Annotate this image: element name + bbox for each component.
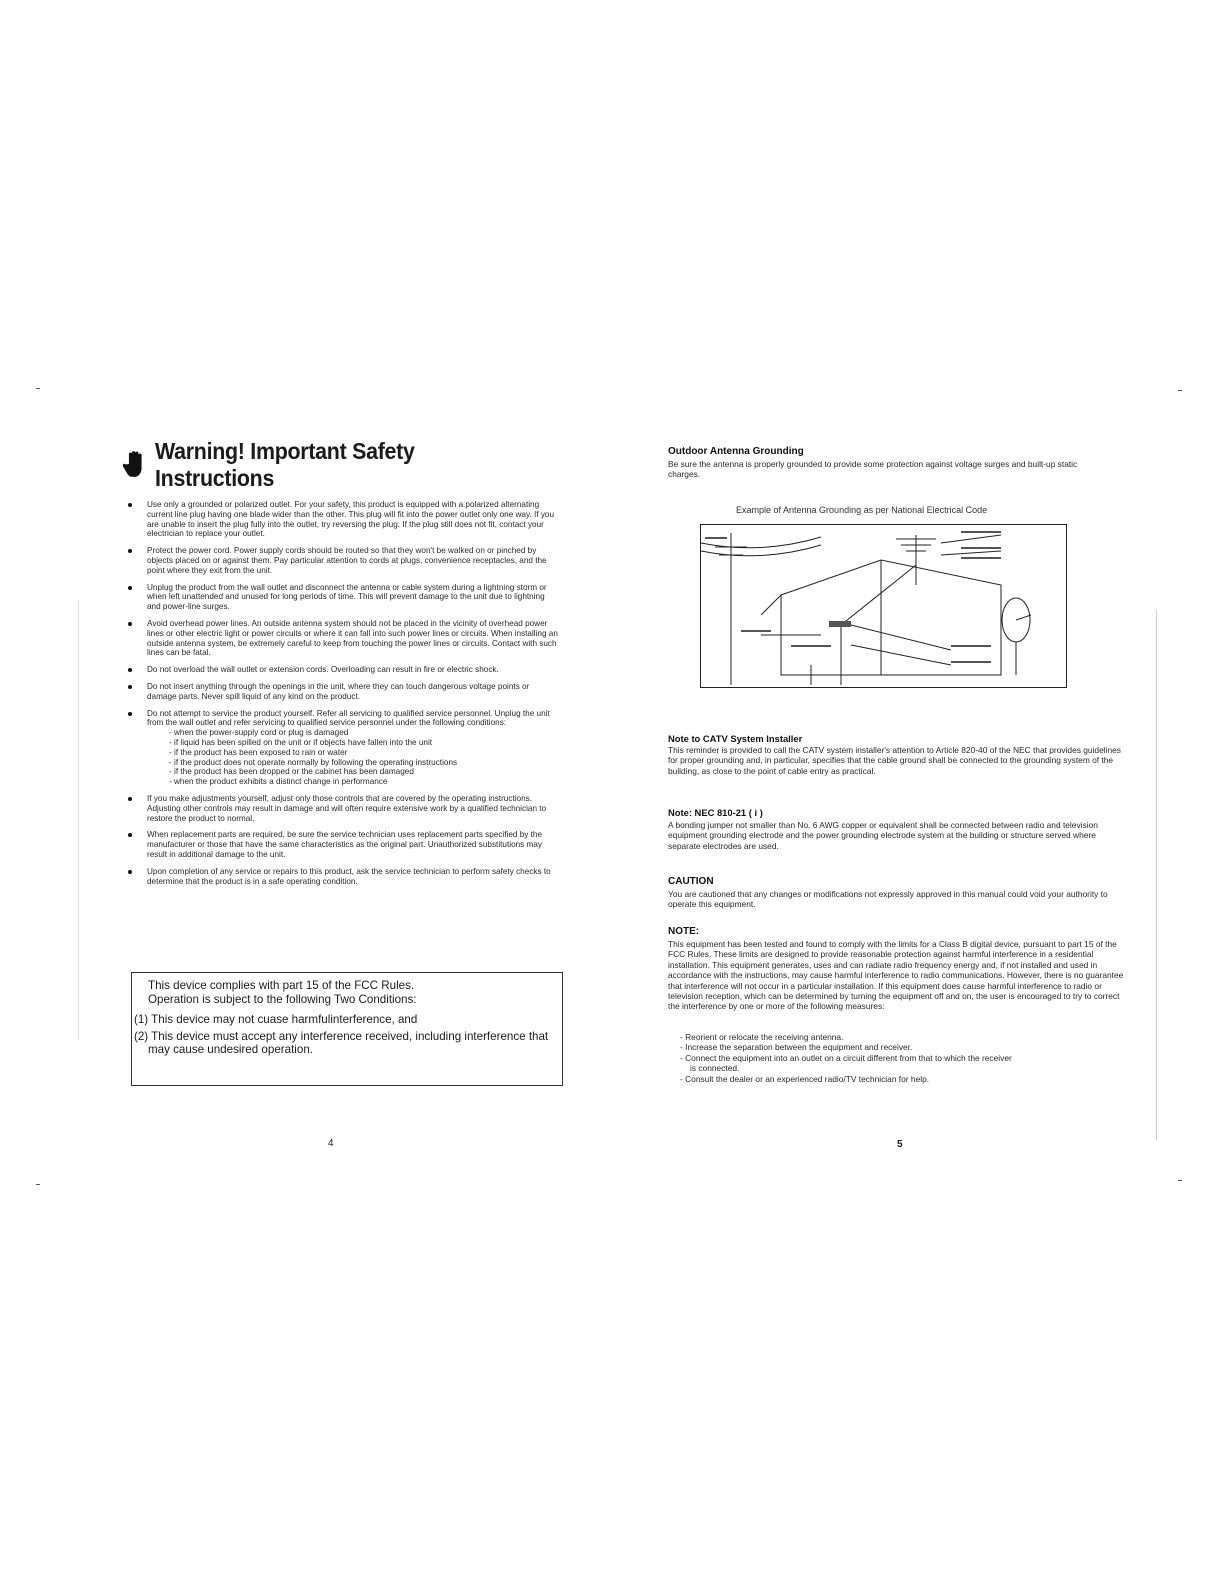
nec-text: A bonding jumper not smaller than No. 6 AWG copper or equivalent shall be connected between radio and television equipment grounding electrode and the power grounding electrode system at the building or structure served where separate electrodes are used. [668, 820, 1098, 851]
service-condition: - if the product has been dropped or the cabinet has been damaged [169, 767, 414, 777]
scan-speck [36, 388, 40, 389]
measure-text: - Connect the equipment into an outlet on a circuit different from that to which the receiver [680, 1052, 1012, 1063]
list-item [128, 682, 558, 702]
page-number-left: 4 [328, 1138, 334, 1149]
title-text: Warning! Important Safety Instructions [154, 438, 415, 491]
instruction-text: Upon completion of any service or repairs to this product, ask the service technician to perform safety checks to determine that the product is in a safe operating condition. [147, 866, 551, 886]
instruction-text: Unplug the product from the wall outlet and disconnect the antenna or cable system during a lightning storm or when left unattended and unused for long periods of time. This will prevent damage to the unit due to lightning and power-line surges. [147, 582, 547, 612]
instruction-text: If you make adjustments yourself, adjust only those controls that are covered by the operating instructions. Adjusting other controls may result in damage and will often require extensive work by a qualified technician to restore the product to normal. [147, 793, 547, 823]
list-item: - Reorient or relocate the receiving antenna. [680, 1032, 844, 1042]
safety-instructions-list [128, 500, 558, 893]
scan-edge-line [78, 600, 79, 1040]
fcc-line: Operation is subject to the following Two Conditions: [148, 993, 417, 1006]
list-item [128, 867, 558, 887]
instruction-text: When replacement parts are required, be sure the service technician uses replacement parts specified by the manufacturer or those that have the same characteristics as the original part. Unauthorized substitutions may result in additional damage to the unit. [147, 830, 543, 859]
antenna-grounding-diagram [700, 524, 1067, 688]
fcc-compliance-box [131, 972, 563, 1086]
instruction-text: Do not insert anything through the openings in the unit, where they can touch dangerous voltage points or damage parts. Never spill liquid of any kind on the product. [147, 681, 530, 701]
instruction-text: Avoid overhead power lines. An outside antenna system should not be placed in the vicinity of overhead power lines or other electric light or power circuits or where it can fall into such power lines or circuits. When installing an outside antenna system, be extremely careful to keep from touching the power lines or circuits. Contact with such lines can be fatal. [147, 618, 558, 658]
fcc-line: (2) This device must accept any interference received, including interference that [134, 1030, 549, 1043]
scan-speck [1178, 390, 1182, 391]
scan-speck [1178, 1180, 1182, 1181]
diagram-caption: Example of Antenna Grounding as per National Electrical Code [736, 505, 988, 515]
scan-edge-line [1156, 610, 1157, 1140]
list-item [128, 583, 558, 612]
instruction-text: Use only a grounded or polarized outlet. For your safety, this product is equipped with a polarized alternating current line plug having one blade wider than the other. This plug will fit into the power outlet only one way. If you are unable to insert the plug fully into the outlet, try reversing the plug. If the plug still does not fit, contact your electrician to replace your outlet. [147, 500, 555, 539]
service-condition: - when the product exhibits a distinct change in performance [169, 777, 388, 787]
fcc-line: may cause undesired operation. [148, 1043, 313, 1056]
service-condition: - when the power-supply cord or plug is damaged [169, 728, 349, 738]
service-condition: - if the product has been exposed to rain or water [169, 747, 348, 757]
instruction-text: Protect the power cord. Power supply cords should be routed so that they won't be walked on or pinched by objects placed on or against them. Pay particular attention to cords at plugs, convenience receptacles, and the point where they exit from the unit. [147, 546, 547, 575]
caution-text: You are cautioned that any changes or modifications not expressly approved in this manual could void your authority to operate this equipment. [668, 889, 1108, 910]
note-heading: NOTE: [668, 926, 700, 937]
list-item [128, 546, 558, 575]
instruction-text: Do not overload the wall outlet or extension cords. Overloading can result in fire or electric shock. [147, 665, 499, 675]
service-condition: - if the product does not operate normally by following the operating instructions [169, 757, 458, 767]
warning-hand-icon [123, 450, 149, 480]
list-item [128, 709, 558, 787]
catv-installer-text: This reminder is provided to call the CATV system installer's attention to Article 820-40 of the NEC that provides guidelines for proper grounding and, in particular, specifies that the cable ground shall be connected to the grounding system of the building, as close to the point of cable entry as practical. [668, 745, 1121, 776]
page-number-right: 5 [897, 1139, 903, 1150]
scan-speck [36, 1184, 40, 1185]
list-item [128, 619, 558, 658]
page-title [123, 438, 563, 491]
service-condition: - if liquid has been spilled on the unit or if objects have fallen into the unit [169, 737, 433, 747]
instruction-text: Do not attempt to service the product yourself. Refer all servicing to qualified service personnel. Unplug the unit from the wall outlet and refer servicing to qualified service personnel under the following conditions: [147, 708, 550, 728]
list-item [128, 500, 558, 539]
catv-installer-heading: Note to CATV System Installer [668, 733, 803, 744]
list-item [128, 665, 558, 675]
list-item [128, 794, 558, 823]
list-item: - Increase the separation between the equipment and receiver. [680, 1042, 913, 1053]
caution-heading: CAUTION [668, 876, 714, 887]
fcc-line: (1) This device may not cuase harmfulinterference, and [134, 1013, 418, 1026]
antenna-grounding-text: Be sure the antenna is properly grounded to provide some protection against voltage surges and built-up static charges. [668, 459, 1078, 480]
list-item [680, 1053, 1120, 1074]
antenna-grounding-heading: Outdoor Antenna Grounding [668, 446, 804, 457]
note-text: This equipment has been tested and found to comply with the limits for a Class B digital device, pursuant to part 15 of the FCC Rules. These limits are designed to provide reasonable protection against harmful interference in a residential installation. This equipment generates, uses and can radiate radio frequency energy and, if not installed and used in accordance with the instructions, may cause harmful interference to radio communications. However, there is no guarantee that interference will not occur in a particular installation. If this equipment does cause harmful interference to radio or television reception, which can be determined by turning the equipment off and on, the user is encouraged to try to correct the interference by one or more of the following measures: [668, 939, 1124, 1012]
nec-heading: Note: NEC 810-21 ( i ) [668, 807, 763, 818]
measure-continuation: is connected. [690, 1063, 740, 1074]
list-item: - Consult the dealer or an experienced radio/TV technician for help. [680, 1073, 930, 1084]
interference-measures-list [680, 1032, 1120, 1084]
list-item [128, 830, 558, 859]
fcc-line: This device complies with part 15 of the FCC Rules. [148, 979, 415, 992]
